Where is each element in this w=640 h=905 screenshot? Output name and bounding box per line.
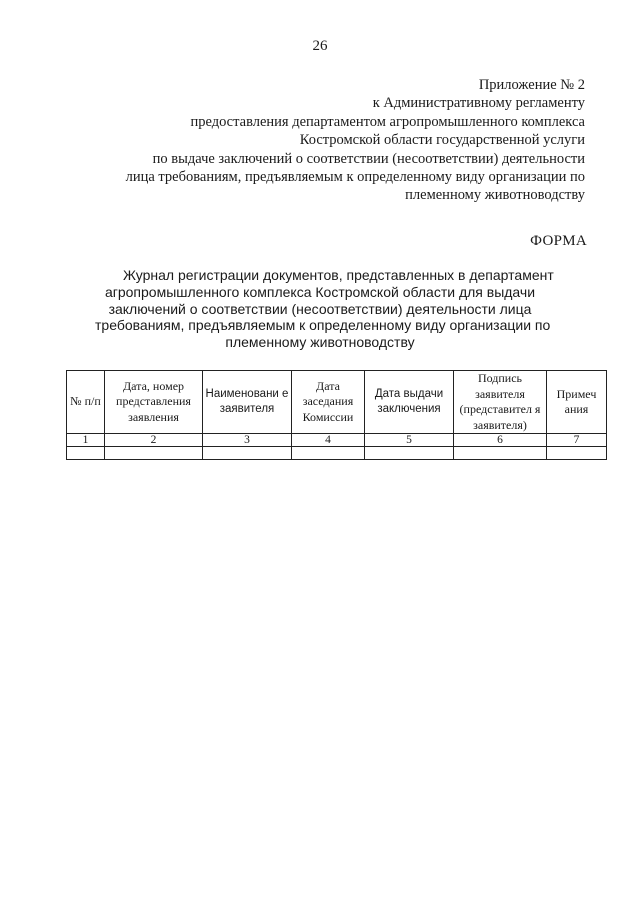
- empty-cell: [547, 447, 607, 460]
- appendix-line: лица требованиям, предъявляемым к определенному виду организации по: [125, 169, 585, 186]
- column-number-cell: 2: [105, 434, 203, 447]
- header-cell-date-number: Дата, номер представления заявления: [105, 371, 203, 434]
- header-cell-issue-date: Дата выдачи заключения: [365, 371, 454, 434]
- header-cell-number: № п/п: [67, 371, 105, 434]
- journal-title: [95, 267, 554, 351]
- appendix-line: предоставления департаментом агропромышленного комплекса: [190, 113, 585, 130]
- column-number-cell: 6: [454, 434, 547, 447]
- journal-title-line: заключений о соответствии (несоответствии) деятельности лица: [108, 300, 532, 317]
- empty-cell: [105, 447, 203, 460]
- column-number-cell: 1: [67, 434, 105, 447]
- empty-cell: [67, 447, 105, 460]
- empty-cell: [292, 447, 365, 460]
- empty-cell: [203, 447, 292, 460]
- header-cell-notes: Примеч ания: [547, 371, 607, 434]
- journal-title-line: племенному животноводству: [225, 334, 415, 351]
- registration-journal-table: [66, 370, 607, 460]
- column-number-cell: 3: [203, 434, 292, 447]
- appendix-line: по выдаче заключений о соответствии (несоответствии) деятельности: [152, 150, 585, 167]
- page-number: 26: [312, 38, 328, 54]
- header-cell-commission-date: Дата заседания Комиссии: [292, 371, 365, 434]
- appendix-header: [65, 76, 585, 205]
- empty-cell: [365, 447, 454, 460]
- empty-table-row: [67, 447, 607, 460]
- appendix-line: Приложение № 2: [478, 77, 585, 93]
- appendix-line: племенному животноводству: [405, 187, 585, 204]
- column-number-cell: 4: [292, 434, 365, 447]
- journal-title-line: Журнал регистрации документов, представленных в департамент: [123, 267, 554, 283]
- table-header-row: [67, 371, 607, 434]
- appendix-line: Костромской области государственной услуги: [299, 132, 585, 149]
- form-label: ФОРМА: [530, 233, 587, 249]
- journal-title-line: требованиям, предъявляемым к определенному виду организации по: [95, 317, 551, 334]
- header-cell-applicant-name: Наименовани е заявителя: [203, 371, 292, 434]
- appendix-line: к Административному регламенту: [372, 95, 585, 112]
- empty-cell: [454, 447, 547, 460]
- journal-title-line: агропромышленного комплекса Костромской области для выдачи: [104, 283, 536, 300]
- column-number-cell: 7: [547, 434, 607, 447]
- column-numbers-row: [67, 434, 607, 447]
- header-cell-signature: Подпись заявителя (представител я заявителя): [454, 371, 547, 434]
- column-number-cell: 5: [365, 434, 454, 447]
